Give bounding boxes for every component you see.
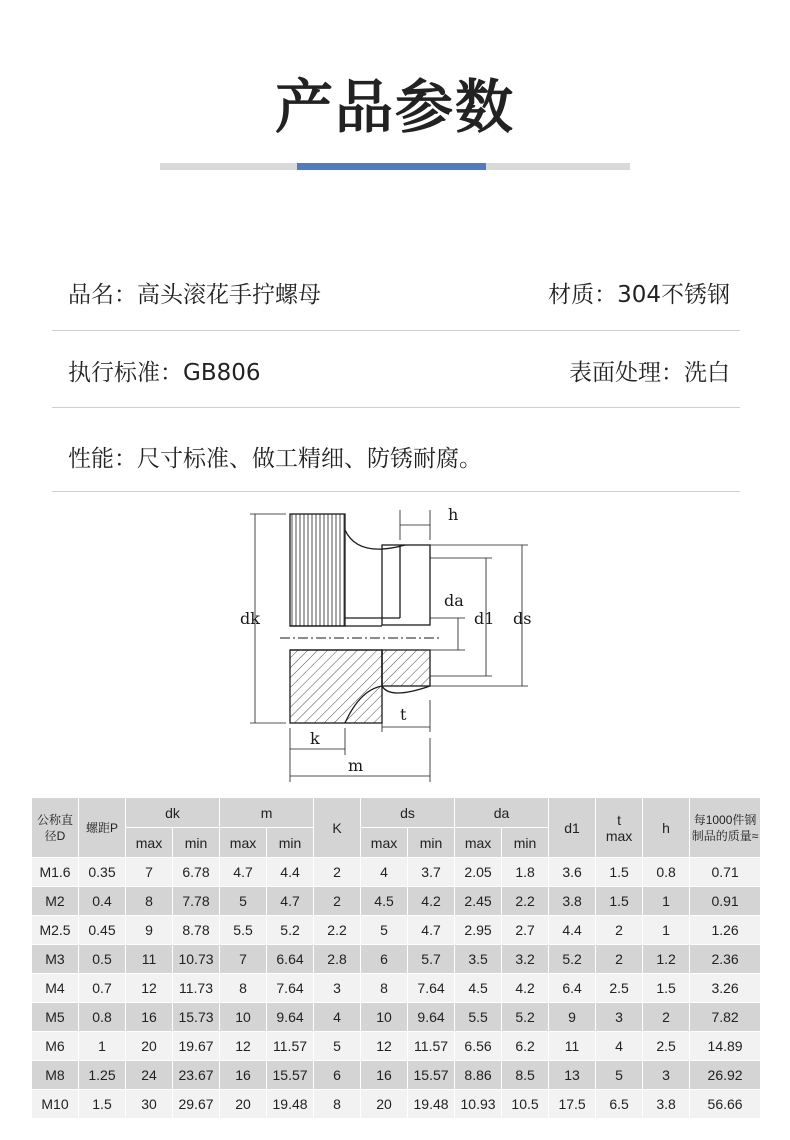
spec-row-name-material <box>52 276 740 331</box>
table-cell: 12 <box>126 974 173 1003</box>
table-cell: 5 <box>361 916 408 945</box>
table-cell: 6 <box>314 1061 361 1090</box>
spec-performance: 性能：尺寸标准、做工精细、防锈耐腐。 <box>68 446 482 472</box>
table-row <box>32 974 761 1003</box>
table-cell: 2.5 <box>596 974 643 1003</box>
header-dk-max: max <box>126 828 173 858</box>
label-m: m <box>348 756 364 775</box>
table-cell: 5.2 <box>267 916 314 945</box>
header-nominal-diameter: 公称直径D <box>32 798 79 858</box>
table-cell: 6.56 <box>455 1032 502 1061</box>
table-cell: 1.5 <box>79 1090 126 1119</box>
header-t: t max <box>596 798 643 858</box>
title-underline-accent <box>297 163 486 170</box>
table-cell: 8.78 <box>173 916 220 945</box>
table-cell: 12 <box>220 1032 267 1061</box>
table-cell: M3 <box>32 945 79 974</box>
table-cell: 0.71 <box>690 858 761 887</box>
table-cell: 2.95 <box>455 916 502 945</box>
table-cell: 16 <box>220 1061 267 1090</box>
table-cell: 11 <box>549 1032 596 1061</box>
table-cell: 8 <box>126 887 173 916</box>
table-cell: 30 <box>126 1090 173 1119</box>
table-cell: 2 <box>596 916 643 945</box>
table-row <box>32 1003 761 1032</box>
header-da-max: max <box>455 828 502 858</box>
table-cell: 4.7 <box>408 916 455 945</box>
table-cell: 23.67 <box>173 1061 220 1090</box>
table-cell: 7 <box>220 945 267 974</box>
table-cell: 2 <box>314 858 361 887</box>
spec-name: 品名：高头滚花手拧螺母 <box>68 282 321 308</box>
table-cell: 24 <box>126 1061 173 1090</box>
table-cell: 6.64 <box>267 945 314 974</box>
table-cell: 5.5 <box>220 916 267 945</box>
table-row <box>32 887 761 916</box>
table-cell: 0.35 <box>79 858 126 887</box>
label-h: h <box>448 505 459 524</box>
table-cell: 56.66 <box>690 1090 761 1119</box>
table-cell: M8 <box>32 1061 79 1090</box>
table-cell: 7.64 <box>408 974 455 1003</box>
table-cell: M10 <box>32 1090 79 1119</box>
table-cell: 0.8 <box>79 1003 126 1032</box>
table-row <box>32 858 761 887</box>
table-cell: 8 <box>361 974 408 1003</box>
table-cell: M5 <box>32 1003 79 1032</box>
title-underline <box>160 163 630 170</box>
table-cell: 6 <box>361 945 408 974</box>
spec-standard: 执行标准：GB806 <box>68 360 261 386</box>
header-m-max: max <box>220 828 267 858</box>
table-cell: 3.6 <box>549 858 596 887</box>
table-cell: 11 <box>126 945 173 974</box>
table-cell: 4.7 <box>220 858 267 887</box>
table-cell: 3 <box>314 974 361 1003</box>
table-cell: 3 <box>643 1061 690 1090</box>
table-cell: 2 <box>643 1003 690 1032</box>
table-cell: 8.5 <box>502 1061 549 1090</box>
table-cell: 2.8 <box>314 945 361 974</box>
label-k: k <box>310 729 320 748</box>
header-dk-min: min <box>173 828 220 858</box>
table-cell: 0.7 <box>79 974 126 1003</box>
table-cell: 19.48 <box>408 1090 455 1119</box>
table-cell: 9.64 <box>408 1003 455 1032</box>
table-cell: 2.2 <box>314 916 361 945</box>
header-ds-max: max <box>361 828 408 858</box>
table-cell: 4.4 <box>267 858 314 887</box>
table-cell: 5 <box>314 1032 361 1061</box>
table-cell: 1 <box>643 887 690 916</box>
header-da: da <box>455 798 549 828</box>
spec-surface: 表面处理：洗白 <box>569 360 730 386</box>
table-cell: 2 <box>596 945 643 974</box>
table-cell: 20 <box>220 1090 267 1119</box>
table-cell: 9 <box>126 916 173 945</box>
table-cell: 4.4 <box>549 916 596 945</box>
table-cell: 4.5 <box>455 974 502 1003</box>
table-cell: 1.5 <box>596 887 643 916</box>
table-cell: 5.2 <box>502 1003 549 1032</box>
label-dk: dk <box>240 609 260 628</box>
table-cell: 2.45 <box>455 887 502 916</box>
table-cell: 2.05 <box>455 858 502 887</box>
table-cell: 11.73 <box>173 974 220 1003</box>
table-cell: 16 <box>126 1003 173 1032</box>
table-cell: M4 <box>32 974 79 1003</box>
table-cell: 1 <box>643 916 690 945</box>
table-cell: 17.5 <box>549 1090 596 1119</box>
table-cell: 5.2 <box>549 945 596 974</box>
table-cell: 0.5 <box>79 945 126 974</box>
table-cell: 8 <box>220 974 267 1003</box>
spec-table-body <box>32 858 761 1119</box>
label-ds: ds <box>513 609 532 628</box>
table-cell: 3.8 <box>643 1090 690 1119</box>
table-cell: 19.48 <box>267 1090 314 1119</box>
technical-drawing <box>230 500 560 790</box>
table-cell: 1.5 <box>643 974 690 1003</box>
table-cell: 10.93 <box>455 1090 502 1119</box>
table-cell: 7 <box>126 858 173 887</box>
table-cell: 1.2 <box>643 945 690 974</box>
table-cell: 3.26 <box>690 974 761 1003</box>
table-cell: 5.5 <box>455 1003 502 1032</box>
header-m: m <box>220 798 314 828</box>
table-cell: 1.8 <box>502 858 549 887</box>
page-title: 产品参数 <box>274 73 515 141</box>
table-cell: 0.4 <box>79 887 126 916</box>
table-cell: 9.64 <box>267 1003 314 1032</box>
table-cell: 14.89 <box>690 1032 761 1061</box>
table-cell: 3.2 <box>502 945 549 974</box>
table-cell: 29.67 <box>173 1090 220 1119</box>
table-row <box>32 1090 761 1119</box>
table-cell: 0.45 <box>79 916 126 945</box>
label-da: da <box>444 591 464 610</box>
table-cell: 0.8 <box>643 858 690 887</box>
table-cell: 1.26 <box>690 916 761 945</box>
table-cell: 5 <box>220 887 267 916</box>
table-cell: 2.7 <box>502 916 549 945</box>
table-cell: 12 <box>361 1032 408 1061</box>
table-cell: 3 <box>596 1003 643 1032</box>
table-cell: 3.8 <box>549 887 596 916</box>
table-cell: 10 <box>220 1003 267 1032</box>
table-cell: 6.78 <box>173 858 220 887</box>
header-m-min: min <box>267 828 314 858</box>
table-cell: 2.5 <box>643 1032 690 1061</box>
table-cell: 4.5 <box>361 887 408 916</box>
table-cell: 20 <box>126 1032 173 1061</box>
table-row <box>32 1061 761 1090</box>
table-cell: 1.25 <box>79 1061 126 1090</box>
spec-material: 材质：304不锈钢 <box>548 282 730 308</box>
table-cell: M1.6 <box>32 858 79 887</box>
header-ds-min: min <box>408 828 455 858</box>
label-t: t <box>400 705 407 724</box>
table-cell: 9 <box>549 1003 596 1032</box>
label-d1: d1 <box>474 609 495 628</box>
table-cell: 4.2 <box>408 887 455 916</box>
table-cell: 15.73 <box>173 1003 220 1032</box>
table-cell: 8.86 <box>455 1061 502 1090</box>
table-cell: 3.5 <box>455 945 502 974</box>
table-cell: 4 <box>314 1003 361 1032</box>
table-row <box>32 916 761 945</box>
table-cell: 7.78 <box>173 887 220 916</box>
table-cell: 26.92 <box>690 1061 761 1090</box>
table-cell: 0.91 <box>690 887 761 916</box>
table-cell: 6.5 <box>596 1090 643 1119</box>
table-cell: M6 <box>32 1032 79 1061</box>
table-cell: 13 <box>549 1061 596 1090</box>
table-cell: 1 <box>79 1032 126 1061</box>
table-cell: 4.2 <box>502 974 549 1003</box>
header-da-min: min <box>502 828 549 858</box>
table-row <box>32 945 761 974</box>
table-cell: 7.82 <box>690 1003 761 1032</box>
table-cell: 15.57 <box>408 1061 455 1090</box>
table-cell: 5 <box>596 1061 643 1090</box>
header-h: h <box>643 798 690 858</box>
table-cell: 10 <box>361 1003 408 1032</box>
table-cell: 1.5 <box>596 858 643 887</box>
table-cell: 2 <box>314 887 361 916</box>
spec-row-standard-surface <box>52 354 740 408</box>
table-cell: 15.57 <box>267 1061 314 1090</box>
table-cell: 11.57 <box>408 1032 455 1061</box>
table-cell: 2.36 <box>690 945 761 974</box>
header-d1: d1 <box>549 798 596 858</box>
table-cell: 20 <box>361 1090 408 1119</box>
table-cell: 6.4 <box>549 974 596 1003</box>
table-cell: 11.57 <box>267 1032 314 1061</box>
table-cell: 3.7 <box>408 858 455 887</box>
table-cell: 19.67 <box>173 1032 220 1061</box>
table-cell: 6.2 <box>502 1032 549 1061</box>
table-cell: 4 <box>596 1032 643 1061</box>
table-cell: 7.64 <box>267 974 314 1003</box>
table-cell: 4 <box>361 858 408 887</box>
header-dk: dk <box>126 798 220 828</box>
table-cell: 10.5 <box>502 1090 549 1119</box>
table-cell: 5.7 <box>408 945 455 974</box>
table-row <box>32 1032 761 1061</box>
table-cell: 16 <box>361 1061 408 1090</box>
header-k: K <box>314 798 361 858</box>
table-cell: 2.2 <box>502 887 549 916</box>
table-cell: M2 <box>32 887 79 916</box>
header-pitch: 螺距P <box>79 798 126 858</box>
table-cell: 8 <box>314 1090 361 1119</box>
table-cell: 10.73 <box>173 945 220 974</box>
table-cell: M2.5 <box>32 916 79 945</box>
table-cell: 4.7 <box>267 887 314 916</box>
spec-table <box>31 797 761 1119</box>
spec-row-performance <box>52 440 740 492</box>
header-ds: ds <box>361 798 455 828</box>
header-weight: 每1000件钢制品的质量≈ <box>690 798 761 858</box>
